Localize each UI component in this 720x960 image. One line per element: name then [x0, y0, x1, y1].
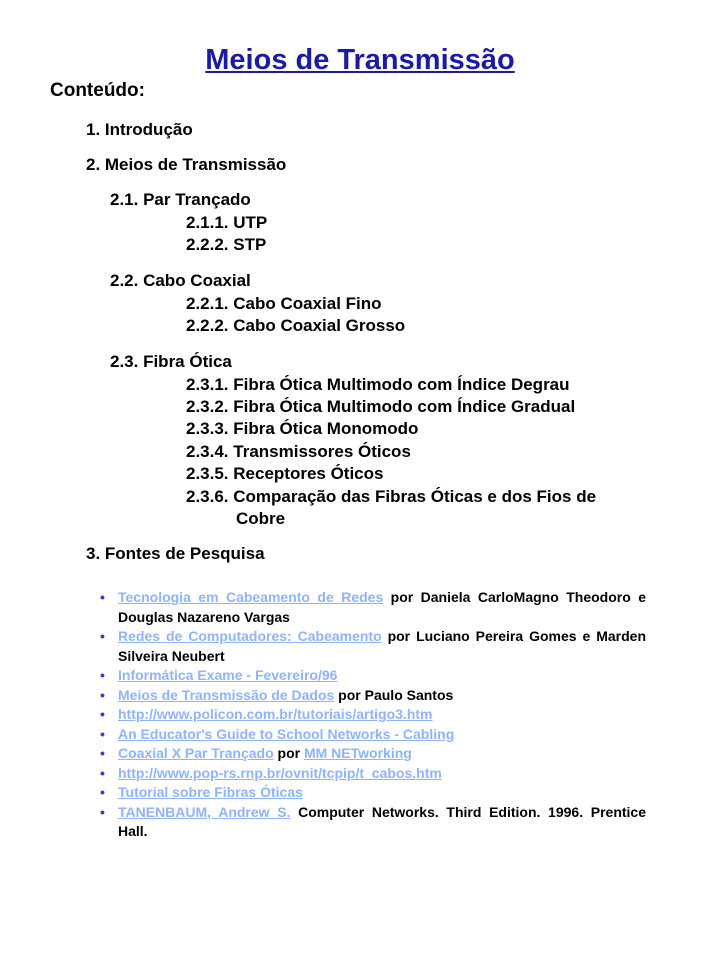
reference-link[interactable]: http://www.pop-rs.rnp.br/ovnit/tcpip/t_cabos.htm [118, 764, 442, 781]
toc-item: 2.3.6. Comparação das Fibras Óticas e dos Fios de [186, 487, 597, 506]
bullet-icon: • [100, 686, 105, 703]
reference-link[interactable]: Informática Exame - Fevereiro/96 [118, 667, 338, 683]
toc-item: 2.3. Fibra Ótica [110, 352, 232, 371]
reference-text: por Luciano Pereira Gomes e Marden Silveira Neubert [118, 628, 646, 664]
toc-item: 2.1. Par Trançado [110, 190, 251, 209]
reference-link-secondary[interactable]: MM NETworking [303, 745, 412, 761]
reference-item [100, 627, 646, 666]
reference-link[interactable]: Tutorial sobre Fibras Óticas [118, 784, 303, 800]
page-title: Meios de Transmissão [205, 44, 515, 76]
reference-item [100, 686, 646, 706]
reference-text: Computer Networks. Third Edition. 1996. Prentice Hall. [118, 803, 647, 839]
bullet-icon: • [100, 589, 105, 605]
reference-item [100, 783, 646, 803]
toc-item: 2.2.1. Cabo Coaxial Fino [186, 294, 382, 313]
toc-item: 2.2.2. Cabo Coaxial Grosso [186, 316, 406, 335]
reference-text: por Daniela CarloMagno Theodoro e Douglas Nazareno Vargas [118, 589, 646, 625]
bullet-icon: • [100, 784, 105, 800]
reference-item [100, 725, 646, 745]
reference-item [100, 764, 646, 784]
toc-item: 2.3.3. Fibra Ótica Monomodo [186, 419, 419, 438]
reference-link[interactable]: An Educator's Guide to School Networks - Cabling [118, 725, 455, 742]
reference-item [100, 666, 646, 686]
toc-item: 2.3.2. Fibra Ótica Multimodo com Índice Gradual [186, 397, 576, 416]
toc-item: 2.3.1. Fibra Ótica Multimodo com Índice Degrau [186, 375, 570, 394]
reference-item [100, 803, 646, 842]
toc-item: Cobre [236, 509, 286, 528]
reference-link[interactable]: Coaxial X Par Trançado [118, 745, 274, 761]
reference-item [100, 588, 646, 627]
bullet-icon: • [100, 745, 105, 761]
bullet-icon: • [100, 803, 105, 820]
reference-text: por Paulo Santos [334, 686, 454, 703]
toc-item: 1. Introdução [86, 120, 193, 139]
bullet-icon: • [100, 667, 105, 683]
toc-item: 2. Meios de Transmissão [86, 155, 287, 174]
toc-item: 3. Fontes de Pesquisa [86, 544, 265, 563]
contents-heading: Conteúdo: [50, 80, 145, 101]
toc-item: 2.2. Cabo Coaxial [110, 271, 251, 290]
toc-item: 2.3.5. Receptores Óticos [186, 464, 384, 483]
bullet-icon: • [100, 764, 105, 781]
toc-item: 2.1.1. UTP [186, 213, 268, 232]
toc-item: 2.3.4. Transmissores Óticos [186, 442, 411, 461]
bullet-icon: • [100, 628, 105, 644]
bullet-icon: • [100, 725, 105, 742]
reference-link[interactable]: Meios de Transmissão de Dados [118, 686, 335, 703]
reference-link[interactable]: TANENBAUM, Andrew S. [118, 803, 291, 820]
toc-item: 2.2.2. STP [186, 235, 267, 254]
reference-link[interactable]: Redes de Computadores: Cabeamento [118, 628, 382, 644]
references-list [100, 588, 646, 842]
reference-link[interactable]: Tecnologia em Cabeamento de Redes [118, 589, 384, 605]
reference-item [100, 744, 646, 764]
bullet-icon: • [100, 706, 105, 722]
reference-link[interactable]: http://www.policon.com.br/tutoriais/artigo3.htm [118, 706, 433, 722]
reference-text: por [273, 745, 304, 761]
reference-item [100, 705, 646, 725]
